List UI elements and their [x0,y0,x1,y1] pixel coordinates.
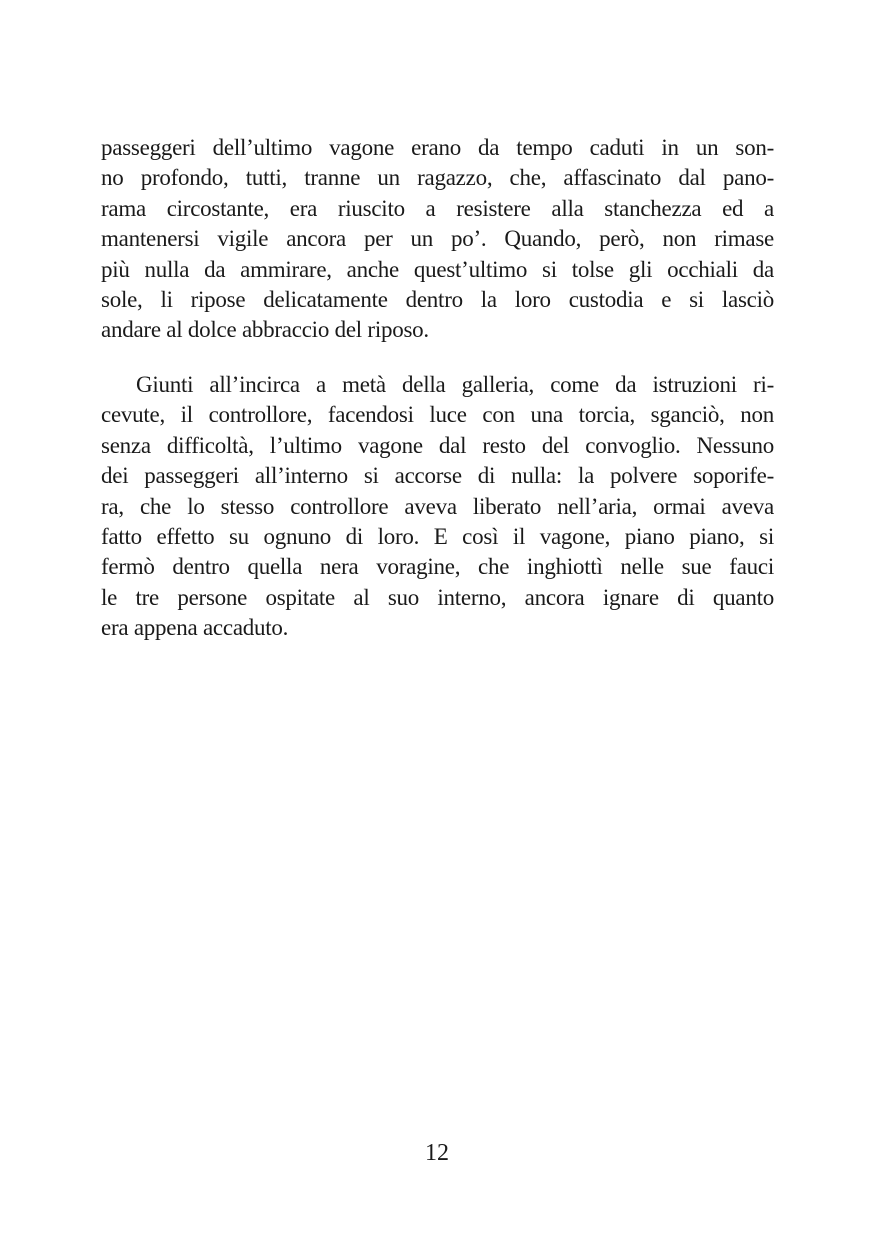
text-line: sole, li ripose delicatamente dentro la loro custodia e si lasciò [101,286,774,312]
text-line: passeggeri dell’ultimo vagone erano da tempo caduti in un son- [101,135,774,160]
text-line: fatto effetto su ognuno di loro. E così il vagone, piano piano, si [101,523,774,549]
text-line: rama circostante, era riuscito a resistere alla stanchezza ed a [101,195,774,221]
text-line: senza difficoltà, l’ultimo vagone dal resto del convoglio. Nessuno [101,432,774,458]
text-line: ra, che lo stesso controllore aveva liberato nell’aria, ormai aveva [101,493,774,519]
paragraph-2 [101,370,774,644]
text-line: cevute, il controllore, facendosi luce con una torcia, sganciò, non [101,402,774,428]
text-line: andare al dolce abbraccio del riposo. [101,317,429,343]
text-line: no profondo, tutti, tranne un ragazzo, che, affascinato dal pano- [101,165,774,191]
text-line: le tre persone ospitate al suo interno, ancora ignare di quanto [101,584,774,610]
text-line: mantenersi vigile ancora per un po’. Quando, però, non rimase [101,226,774,252]
paragraph-1 [101,133,774,346]
page-number: 12 [425,1140,449,1166]
text-line: più nulla da ammirare, anche quest’ultimo si tolse gli occhiali da [101,256,774,282]
text-line: fermò dentro quella nera voragine, che inghiottì nelle sue fauci [101,554,774,580]
text-line: Giunti all’incirca a metà della galleria, come da istruzioni ri- [136,372,774,397]
text-line: era appena accaduto. [101,615,289,641]
text-line: dei passeggeri all’interno si accorse di nulla: la polvere soporife- [101,463,774,489]
